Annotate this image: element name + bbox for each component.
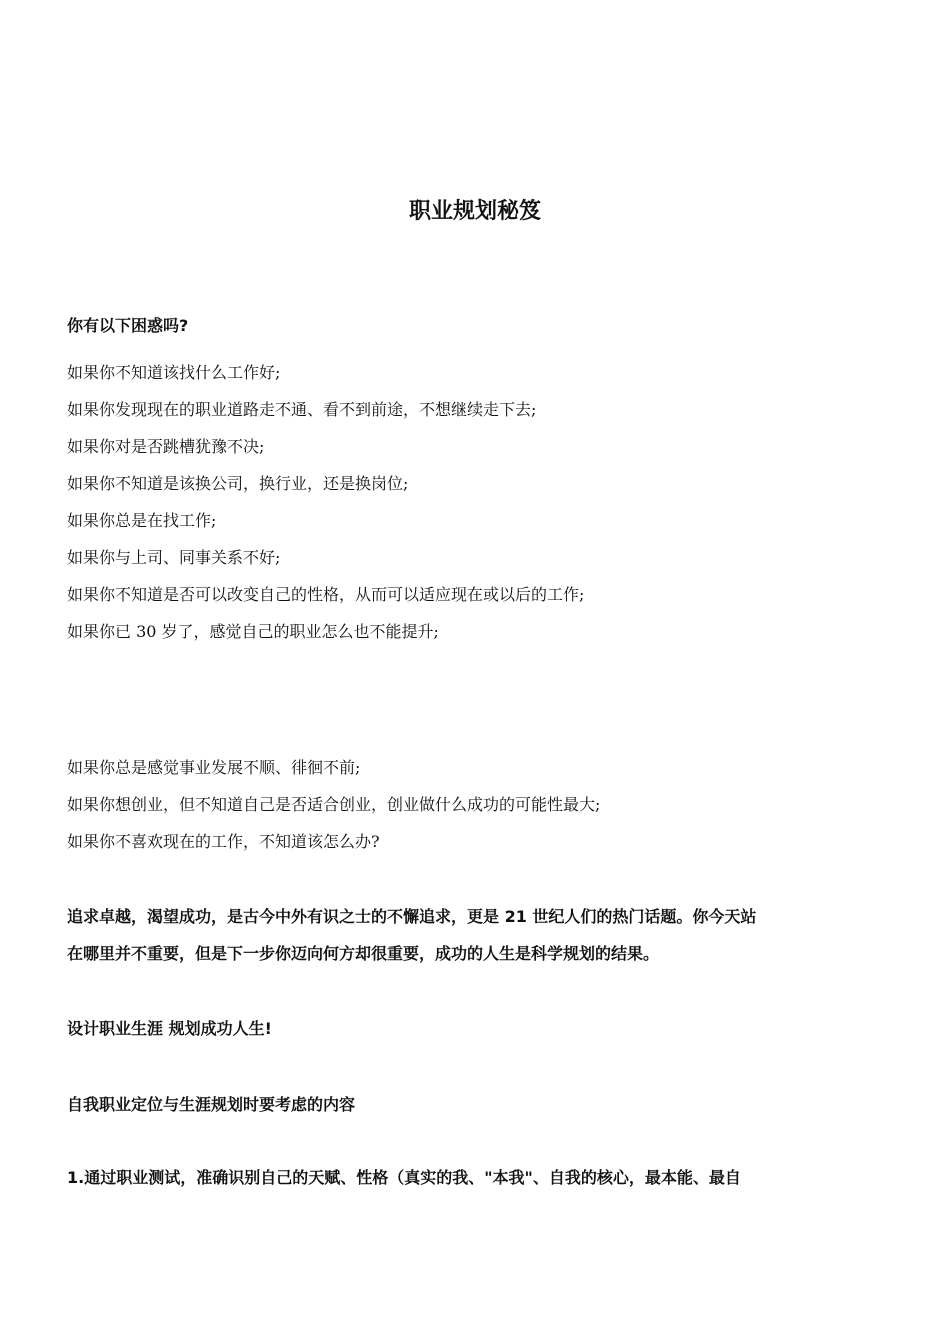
list-item: 如果你想创业，但不知道自己是否适合创业，创业做什么成功的可能性最大; bbox=[67, 795, 601, 814]
list-item: 如果你总是在找工作; bbox=[67, 511, 217, 530]
intro-paragraph bbox=[67, 898, 887, 972]
question-heading: 你有以下困惑吗? bbox=[67, 316, 189, 335]
list-item: 如果你不知道该找什么工作好; bbox=[67, 363, 281, 382]
list-item: 如果你不知道是该换公司，换行业，还是换岗位; bbox=[67, 474, 409, 493]
list-item: 如果你发现现在的职业道路走不通、看不到前途，不想继续走下去; bbox=[67, 400, 537, 419]
list-item: 如果你总是感觉事业发展不顺、徘徊不前; bbox=[67, 758, 361, 777]
list-item: 如果你不喜欢现在的工作，不知道该怎么办? bbox=[67, 832, 380, 851]
intro-line: 在哪里并不重要，但是下一步你迈向何方却很重要，成功的人生是科学规划的结果。 bbox=[67, 944, 660, 963]
concerns-list-2 bbox=[67, 749, 600, 860]
list-item: 如果你不知道是否可以改变自己的性格，从而可以适应现在或以后的工作; bbox=[67, 585, 585, 604]
list-item: 如果你与上司、同事关系不好; bbox=[67, 548, 281, 567]
slogan: 设计职业生涯 规划成功人生! bbox=[67, 1019, 272, 1038]
intro-line: 追求卓越，渴望成功，是古今中外有识之士的不懈追求，更是 21 世纪人们的热门话题。你今天站 bbox=[67, 907, 757, 926]
list-item: 如果你对是否跳槽犹豫不决; bbox=[67, 437, 265, 456]
point-1: 1.通过职业测试，准确识别自己的天赋、性格（真实的我、"本我"、自我的核心，最本能、最自 bbox=[67, 1168, 741, 1187]
section-heading: 自我职业定位与生涯规划时要考虑的内容 bbox=[67, 1095, 356, 1114]
concerns-list-1 bbox=[67, 354, 584, 650]
document-title: 职业规划秘笈 bbox=[408, 199, 541, 224]
list-item: 如果你已 30 岁了，感觉自己的职业怎么也不能提升; bbox=[67, 622, 439, 641]
